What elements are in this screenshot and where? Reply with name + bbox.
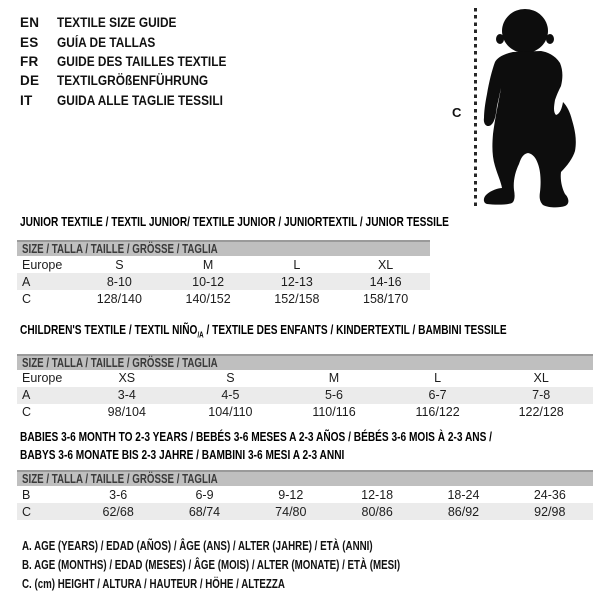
row-label: C [22, 504, 32, 519]
note-height: C. (cm) HEIGHT / ALTURA / HAUTEUR / HÖHE / ALTEZZA [22, 577, 285, 591]
size-cell: M [202, 257, 214, 272]
table-row [17, 486, 593, 503]
language-row-it [20, 91, 250, 110]
age-cell: 5-6 [324, 388, 344, 403]
size-cell: S [226, 371, 235, 386]
note-age-years: A. AGE (YEARS) / EDAD (AÑOS) / ÂGE (ANS) / ALTER (JAHRE) / ETÀ (ANNI) [22, 539, 373, 553]
language-title: TEXTILGRÖßENFÜHRUNG [57, 73, 209, 89]
size-cell: XS [118, 371, 136, 386]
table-row [17, 387, 593, 404]
height-cell: 158/170 [363, 291, 409, 306]
row-label: A [22, 274, 31, 289]
height-cell: 68/74 [188, 504, 221, 519]
age-cell: 12-13 [280, 274, 313, 289]
language-row-en [20, 13, 250, 32]
row-label: Europe [22, 371, 63, 386]
row-label: B [22, 487, 31, 502]
age-cell: 4-5 [221, 388, 240, 403]
height-label-c: C [452, 105, 462, 120]
table-row [17, 503, 593, 520]
table-row [17, 290, 430, 307]
height-cell: 86/92 [447, 504, 480, 519]
language-title: GUIDA ALLE TAGLIE TESSILI [57, 92, 223, 108]
height-cell: 152/158 [274, 291, 320, 306]
table-row [17, 273, 430, 290]
table-row [17, 370, 593, 387]
height-dashed-line [474, 8, 477, 206]
junior-table-title: JUNIOR TEXTILE / TEXTIL JUNIOR/ TEXTILE JUNIOR / JUNIORTEXTIL / JUNIOR TESSILE [20, 214, 449, 229]
table-row [17, 404, 593, 421]
language-code: DE [20, 73, 40, 89]
size-cell: L [293, 257, 301, 272]
size-header-bar: SIZE / TALLA / TAILLE / GRÖSSE / TAGLIA [17, 470, 593, 486]
age-cell: 7-8 [532, 388, 551, 403]
row-label: C [22, 291, 32, 306]
height-cell: 92/98 [534, 504, 566, 519]
babies-table-section [17, 428, 593, 520]
language-code: IT [20, 92, 33, 108]
language-title-list [20, 13, 250, 110]
note-age-months: B. AGE (MONTHS) / EDAD (MESES) / ÂGE (MOIS) / ALTER (MONATE) / ETÀ (MESI) [22, 558, 401, 572]
age-cell: 24-36 [533, 487, 566, 502]
children-table-title: CHILDREN'S TEXTILE / TEXTIL $NIÑO_{/A}$ / TEXTILE DES ENFANTS / KINDERTEXTIL / BAMBINI TESSILE [20, 322, 507, 340]
toddler-silhouette-icon [483, 8, 579, 208]
age-cell: 10-12 [192, 274, 225, 289]
language-title: GUIDE DES TAILLES TEXTILE [57, 53, 227, 69]
age-cell: 9-12 [278, 487, 304, 502]
size-cell: XL [533, 371, 549, 386]
age-cell: 3-6 [109, 487, 128, 502]
height-cell: 128/140 [96, 291, 142, 306]
height-cell: 104/110 [208, 405, 253, 420]
height-cell: 110/116 [312, 405, 356, 420]
junior-table-section [17, 214, 449, 307]
language-title: TEXTILE SIZE GUIDE [57, 15, 177, 31]
row-label: C [22, 405, 32, 420]
language-code: ES [20, 34, 39, 50]
size-cell: L [434, 371, 442, 386]
language-row-de [20, 71, 250, 90]
height-cell: 140/152 [185, 291, 231, 306]
size-cell: S [115, 257, 124, 272]
age-cell: 12-18 [361, 487, 394, 502]
size-cell: M [328, 371, 340, 386]
height-cell: 122/128 [518, 405, 564, 420]
age-cell: 14-16 [369, 274, 402, 289]
size-header-bar: SIZE / TALLA / TAILLE / GRÖSSE / TAGLIA [17, 240, 430, 256]
height-cell: 98/104 [107, 405, 146, 420]
language-title: GUÍA DE TALLAS [57, 34, 156, 50]
language-code: EN [20, 15, 40, 31]
language-row-es [20, 32, 250, 51]
row-label: Europe [22, 257, 63, 272]
age-cell: 8-10 [106, 274, 132, 289]
legend-notes [22, 537, 507, 594]
table-row [17, 256, 430, 273]
height-cell: 74/80 [275, 504, 307, 519]
age-cell: 6-9 [195, 487, 214, 502]
height-cell: 116/122 [415, 405, 460, 420]
age-cell: 6-7 [428, 388, 447, 403]
row-label: A [22, 388, 31, 403]
children-table-section [17, 322, 593, 421]
babies-table-title: BABIES 3-6 MONTH TO 2-3 YEARS / BEBÉS 3-6 MESES A 2-3 AÑOS / BÉBÉS 3-6 MOIS À 2-3 ANS / BABYS 3-6 MONATE BIS 2-3 JAHRE / BAMBINI 3-6 MESI A 2-3 ANNI [20, 429, 492, 462]
height-cell: 80/86 [361, 504, 393, 519]
language-code: FR [20, 53, 39, 69]
language-row-fr [20, 52, 250, 71]
size-header-bar: SIZE / TALLA / TAILLE / GRÖSSE / TAGLIA [17, 354, 593, 370]
size-cell: XL [377, 257, 394, 272]
age-cell: 18-24 [447, 487, 480, 502]
height-cell: 62/68 [102, 504, 134, 519]
age-cell: 3-4 [117, 388, 136, 403]
